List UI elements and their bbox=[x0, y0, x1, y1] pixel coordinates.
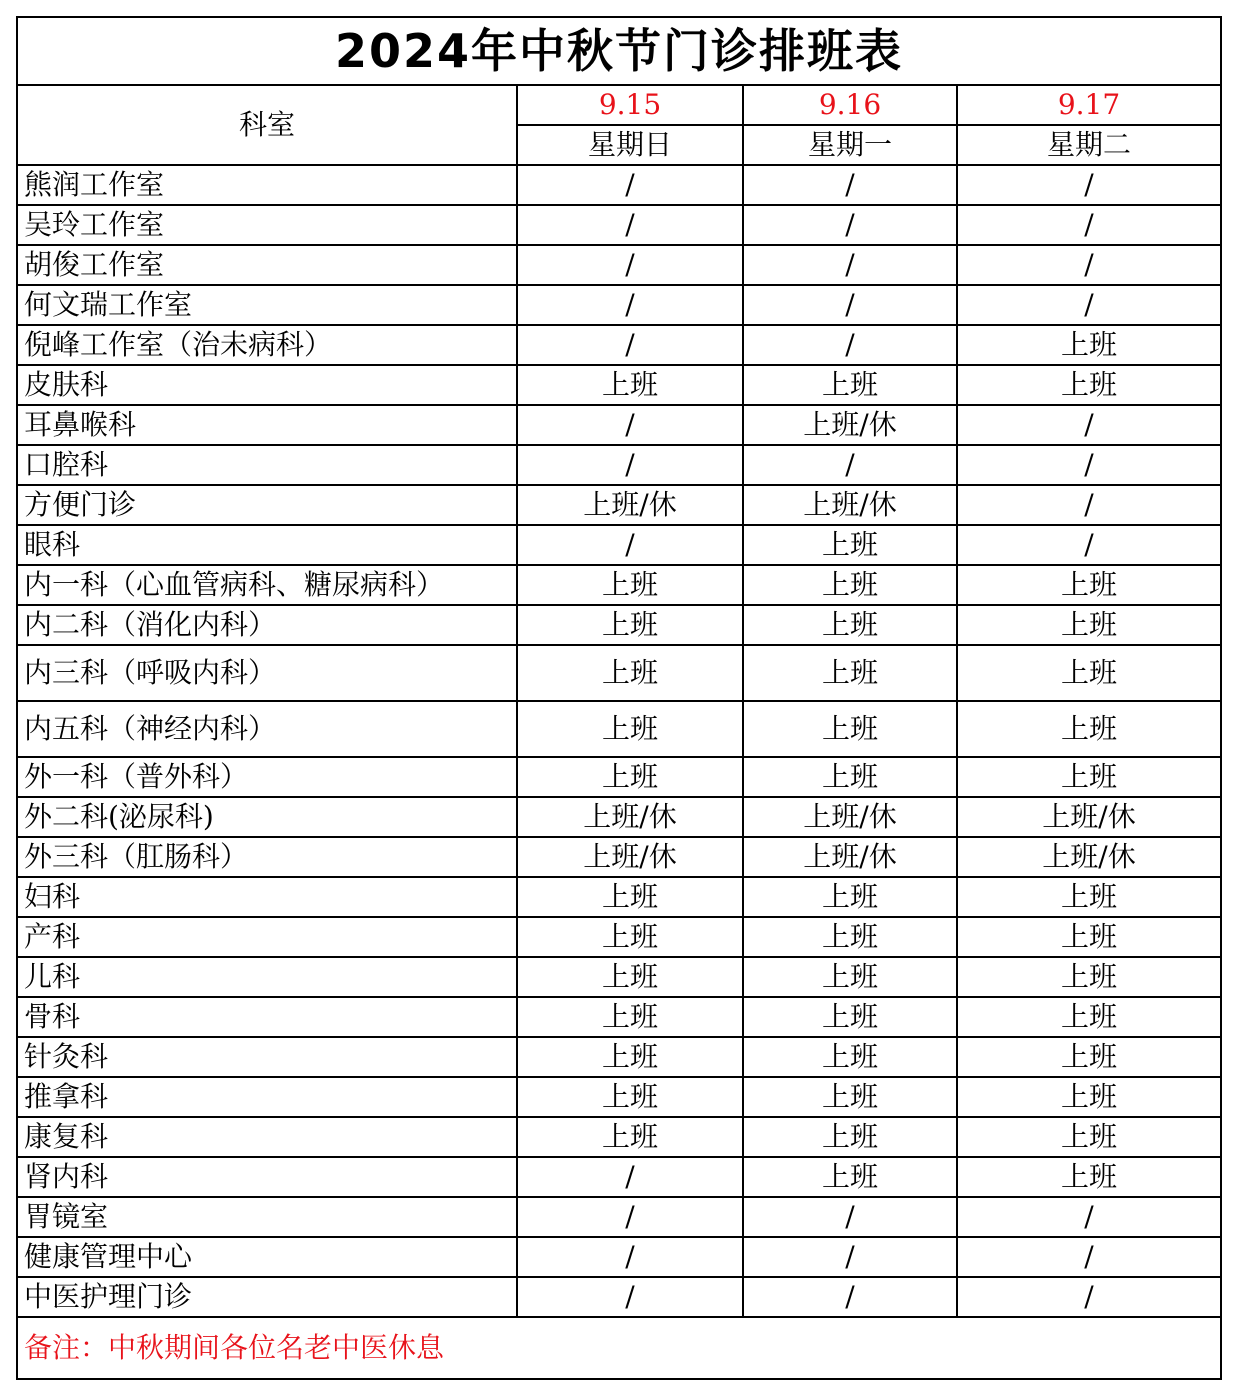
schedule-table bbox=[16, 16, 1222, 1380]
dept-name-cell: 外三科（肛肠科） bbox=[17, 837, 517, 877]
schedule-cell: / bbox=[517, 285, 743, 325]
schedule-cell: 上班 bbox=[743, 645, 957, 701]
weekday-header: 星期一 bbox=[743, 125, 957, 165]
date-header: 9.15 bbox=[517, 85, 743, 125]
schedule-cell: 上班/休 bbox=[743, 405, 957, 445]
schedule-cell: 上班 bbox=[517, 1077, 743, 1117]
dept-name-cell: 针灸科 bbox=[17, 1037, 517, 1077]
schedule-cell: 上班 bbox=[957, 1117, 1221, 1157]
table-row bbox=[17, 837, 1221, 877]
schedule-cell: 上班 bbox=[743, 565, 957, 605]
schedule-cell: / bbox=[517, 325, 743, 365]
schedule-cell: / bbox=[957, 485, 1221, 525]
dept-name-cell: 儿科 bbox=[17, 957, 517, 997]
dept-name-cell: 康复科 bbox=[17, 1117, 517, 1157]
dept-name-cell: 产科 bbox=[17, 917, 517, 957]
schedule-cell: / bbox=[957, 1277, 1221, 1317]
schedule-cell: 上班 bbox=[957, 565, 1221, 605]
table-row bbox=[17, 405, 1221, 445]
table-row bbox=[17, 1077, 1221, 1117]
table-row bbox=[17, 165, 1221, 205]
dept-name-cell: 胃镜室 bbox=[17, 1197, 517, 1237]
schedule-cell: / bbox=[743, 1197, 957, 1237]
schedule-cell: / bbox=[517, 165, 743, 205]
schedule-cell: / bbox=[743, 285, 957, 325]
dept-name-cell: 方便门诊 bbox=[17, 485, 517, 525]
table-row bbox=[17, 445, 1221, 485]
weekday-header: 星期日 bbox=[517, 125, 743, 165]
schedule-cell: 上班 bbox=[743, 997, 957, 1037]
dept-name-cell: 内三科（呼吸内科） bbox=[17, 645, 517, 701]
table-row bbox=[17, 877, 1221, 917]
dept-name-cell: 外二科(泌尿科) bbox=[17, 797, 517, 837]
schedule-cell: 上班 bbox=[957, 1157, 1221, 1197]
footnote: 备注：中秋期间各位名老中医休息 bbox=[17, 1317, 1221, 1379]
table-row bbox=[17, 605, 1221, 645]
schedule-cell: / bbox=[957, 1197, 1221, 1237]
schedule-cell: 上班 bbox=[957, 325, 1221, 365]
header-date-row bbox=[17, 85, 1221, 125]
schedule-cell: 上班 bbox=[517, 365, 743, 405]
schedule-cell: 上班 bbox=[743, 365, 957, 405]
table-row bbox=[17, 365, 1221, 405]
dept-name-cell: 熊润工作室 bbox=[17, 165, 517, 205]
dept-name-cell: 内一科（心血管病科、糖尿病科） bbox=[17, 565, 517, 605]
table-row bbox=[17, 285, 1221, 325]
schedule-cell: 上班 bbox=[743, 525, 957, 565]
table-row bbox=[17, 997, 1221, 1037]
schedule-cell: 上班 bbox=[957, 917, 1221, 957]
dept-name-cell: 倪峰工作室（治未病科） bbox=[17, 325, 517, 365]
schedule-cell: / bbox=[743, 325, 957, 365]
schedule-cell: 上班/休 bbox=[517, 837, 743, 877]
schedule-cell: 上班 bbox=[743, 605, 957, 645]
schedule-cell: 上班 bbox=[743, 1117, 957, 1157]
schedule-cell: / bbox=[517, 445, 743, 485]
table-row bbox=[17, 205, 1221, 245]
schedule-cell: / bbox=[957, 405, 1221, 445]
dept-name-cell: 吴玲工作室 bbox=[17, 205, 517, 245]
schedule-cell: / bbox=[957, 445, 1221, 485]
table-row bbox=[17, 1157, 1221, 1197]
table-row bbox=[17, 1197, 1221, 1237]
schedule-cell: 上班 bbox=[743, 701, 957, 757]
dept-name-cell: 中医护理门诊 bbox=[17, 1277, 517, 1317]
schedule-cell: 上班 bbox=[957, 877, 1221, 917]
dept-name-cell: 内二科（消化内科） bbox=[17, 605, 517, 645]
schedule-cell: 上班 bbox=[517, 1117, 743, 1157]
schedule-cell: 上班 bbox=[517, 565, 743, 605]
dept-name-cell: 健康管理中心 bbox=[17, 1237, 517, 1277]
schedule-cell: 上班/休 bbox=[517, 485, 743, 525]
schedule-cell: / bbox=[743, 1237, 957, 1277]
page-title: 2024年中秋节门诊排班表 bbox=[17, 17, 1221, 85]
schedule-cell: 上班/休 bbox=[743, 485, 957, 525]
dept-name-cell: 何文瑞工作室 bbox=[17, 285, 517, 325]
schedule-cell: / bbox=[957, 1237, 1221, 1277]
table-row bbox=[17, 1277, 1221, 1317]
schedule-cell: 上班 bbox=[957, 997, 1221, 1037]
table-row bbox=[17, 701, 1221, 757]
schedule-cell: 上班 bbox=[957, 645, 1221, 701]
schedule-cell: 上班 bbox=[743, 757, 957, 797]
schedule-cell: 上班 bbox=[743, 877, 957, 917]
schedule-cell: 上班 bbox=[957, 1037, 1221, 1077]
schedule-cell: 上班 bbox=[743, 1077, 957, 1117]
schedule-cell: 上班 bbox=[517, 1037, 743, 1077]
schedule-cell: / bbox=[517, 1237, 743, 1277]
schedule-cell: / bbox=[743, 445, 957, 485]
schedule-cell: 上班 bbox=[957, 757, 1221, 797]
schedule-cell: / bbox=[957, 525, 1221, 565]
dept-name-cell: 肾内科 bbox=[17, 1157, 517, 1197]
dept-name-cell: 骨科 bbox=[17, 997, 517, 1037]
schedule-cell: 上班/休 bbox=[957, 797, 1221, 837]
schedule-cell: / bbox=[743, 245, 957, 285]
dept-name-cell: 眼科 bbox=[17, 525, 517, 565]
note-row bbox=[17, 1317, 1221, 1379]
schedule-body bbox=[17, 17, 1221, 1379]
schedule-cell: / bbox=[517, 1157, 743, 1197]
table-row bbox=[17, 917, 1221, 957]
schedule-cell: / bbox=[957, 165, 1221, 205]
schedule-cell: 上班 bbox=[517, 645, 743, 701]
date-header: 9.17 bbox=[957, 85, 1221, 125]
dept-name-cell: 口腔科 bbox=[17, 445, 517, 485]
dept-name-cell: 耳鼻喉科 bbox=[17, 405, 517, 445]
schedule-cell: 上班 bbox=[517, 605, 743, 645]
date-header: 9.16 bbox=[743, 85, 957, 125]
schedule-cell: 上班 bbox=[743, 1157, 957, 1197]
weekday-header: 星期二 bbox=[957, 125, 1221, 165]
schedule-cell: 上班 bbox=[517, 877, 743, 917]
schedule-cell: 上班 bbox=[957, 365, 1221, 405]
table-row bbox=[17, 645, 1221, 701]
schedule-cell: 上班 bbox=[517, 917, 743, 957]
schedule-cell: / bbox=[957, 245, 1221, 285]
schedule-cell: / bbox=[517, 1197, 743, 1237]
schedule-cell: 上班/休 bbox=[743, 797, 957, 837]
schedule-cell: 上班 bbox=[957, 701, 1221, 757]
table-row bbox=[17, 325, 1221, 365]
schedule-cell: / bbox=[743, 1277, 957, 1317]
schedule-cell: 上班/休 bbox=[957, 837, 1221, 877]
dept-name-cell: 推拿科 bbox=[17, 1077, 517, 1117]
title-row bbox=[17, 17, 1221, 85]
dept-name-cell: 妇科 bbox=[17, 877, 517, 917]
table-row bbox=[17, 485, 1221, 525]
table-row bbox=[17, 1117, 1221, 1157]
dept-name-cell: 胡俊工作室 bbox=[17, 245, 517, 285]
dept-name-cell: 内五科（神经内科） bbox=[17, 701, 517, 757]
schedule-cell: / bbox=[517, 405, 743, 445]
schedule-cell: / bbox=[957, 205, 1221, 245]
schedule-cell: 上班 bbox=[957, 1077, 1221, 1117]
schedule-cell: / bbox=[517, 525, 743, 565]
dept-name-cell: 外一科（普外科） bbox=[17, 757, 517, 797]
table-row bbox=[17, 245, 1221, 285]
table-row bbox=[17, 957, 1221, 997]
schedule-cell: 上班 bbox=[517, 757, 743, 797]
schedule-cell: / bbox=[517, 1277, 743, 1317]
schedule-cell: 上班 bbox=[743, 917, 957, 957]
schedule-cell: 上班 bbox=[517, 997, 743, 1037]
table-row bbox=[17, 797, 1221, 837]
schedule-cell: / bbox=[743, 205, 957, 245]
schedule-cell: / bbox=[957, 285, 1221, 325]
schedule-cell: 上班 bbox=[957, 957, 1221, 997]
schedule-cell: / bbox=[517, 205, 743, 245]
schedule-cell: 上班 bbox=[743, 1037, 957, 1077]
schedule-cell: 上班 bbox=[743, 957, 957, 997]
table-row bbox=[17, 1237, 1221, 1277]
table-row bbox=[17, 565, 1221, 605]
schedule-cell: 上班/休 bbox=[743, 837, 957, 877]
schedule-cell: 上班 bbox=[957, 605, 1221, 645]
schedule-cell: 上班 bbox=[517, 701, 743, 757]
dept-name-cell: 皮肤科 bbox=[17, 365, 517, 405]
schedule-cell: / bbox=[743, 165, 957, 205]
table-row bbox=[17, 525, 1221, 565]
table-row bbox=[17, 1037, 1221, 1077]
dept-column-header: 科室 bbox=[17, 85, 517, 165]
schedule-cell: / bbox=[517, 245, 743, 285]
schedule-cell: 上班 bbox=[517, 957, 743, 997]
schedule-cell: 上班/休 bbox=[517, 797, 743, 837]
table-row bbox=[17, 757, 1221, 797]
